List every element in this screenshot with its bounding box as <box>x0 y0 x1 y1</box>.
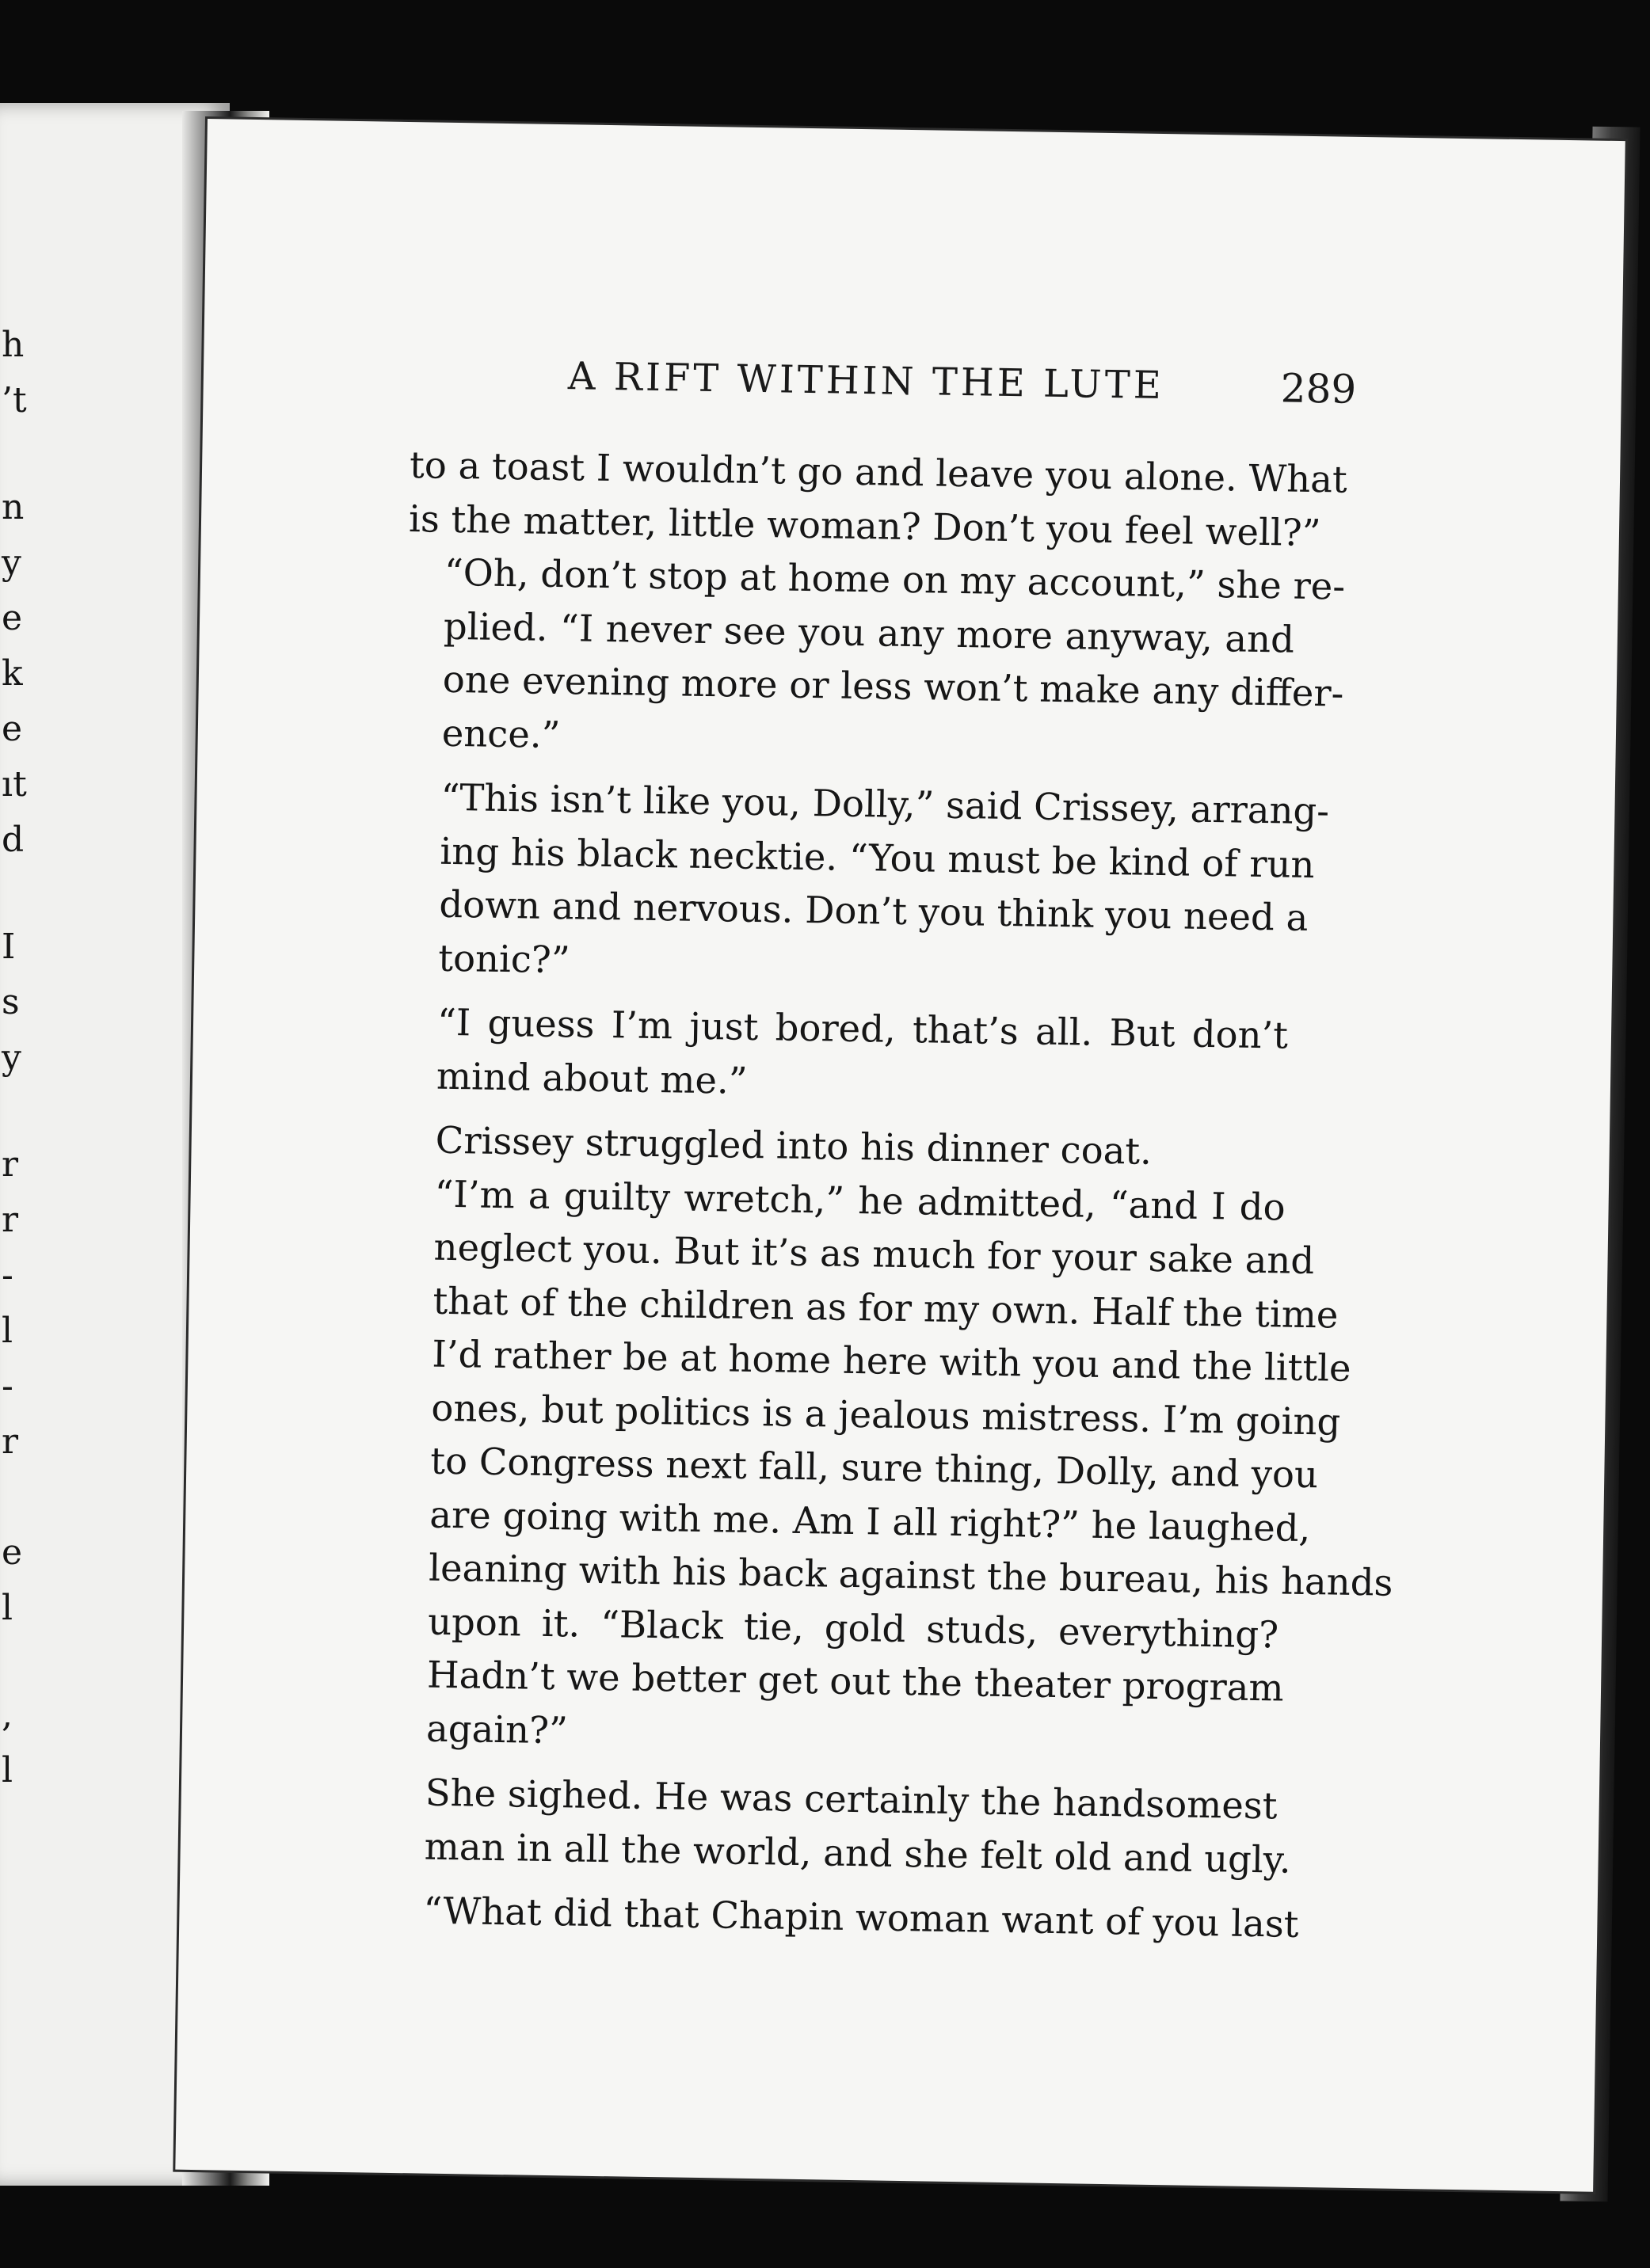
left-page-fragment: k <box>2 653 23 694</box>
left-page-fragment: d <box>2 820 25 860</box>
left-page-fragment: n <box>2 487 25 527</box>
paragraph <box>402 771 1330 999</box>
left-page-fragment: h <box>2 325 25 365</box>
text-line: Hadn’t we better get out the theater program <box>426 1653 1284 1710</box>
text-line: I’d rather be at home here with you and the little <box>432 1332 1351 1390</box>
paragraph <box>408 439 1348 560</box>
text-line: “I guess I’m just bored, that’s all. But don’t <box>436 1000 1289 1057</box>
left-page-fragment: r <box>2 1200 19 1240</box>
paragraph <box>405 546 1346 774</box>
left-page-fragment: y <box>2 542 21 583</box>
left-page-fragment: y <box>2 1037 21 1078</box>
left-page-fragment: - <box>2 1366 13 1406</box>
left-page-fragment: e <box>2 709 23 749</box>
paragraph <box>387 1766 1292 1887</box>
left-page-fragment: - <box>2 1255 13 1296</box>
text-line: She sighed. He was certainly the handsomest <box>425 1771 1278 1828</box>
text-line: “I’m a guilty wretch,” he admitted, “and I do <box>434 1172 1286 1229</box>
left-page-fragment: , <box>2 1695 13 1735</box>
text-line: down and nervous. Don’t you think you need a <box>439 882 1309 939</box>
text-line: to a toast I wouldn’t go and leave you alone. What <box>409 443 1348 501</box>
text-line: leaning with his back against the bureau, his hands <box>428 1546 1393 1604</box>
left-page-fragment: I <box>2 927 16 967</box>
left-page-fragment: e <box>2 1532 23 1573</box>
paragraph <box>400 995 1289 1117</box>
left-page-fragment: ıt <box>2 764 27 805</box>
text-line: one evening more or less won’t make any differ- <box>442 657 1344 715</box>
left-page-fragment: ’t <box>2 380 27 420</box>
text-line: “Oh, don’t stop at home on my account,” she re- <box>444 550 1346 608</box>
text-line: plied. “I never see you any more anyway, and <box>443 604 1295 661</box>
text-line: again?” <box>425 1707 569 1752</box>
left-page-fragment: s <box>2 982 20 1022</box>
left-page-fragment: l <box>2 1750 13 1790</box>
text-line: man in all the world, and she felt old and ugly. <box>424 1825 1292 1882</box>
running-head: A RIFT WITHIN THE LUTE <box>567 354 1165 409</box>
text-line: is the matter, little woman? Don’t you feel well?” <box>408 497 1321 554</box>
text-line: ence.” <box>441 711 561 756</box>
text-line: upon it. “Black tie, gold studs, everything? <box>427 1600 1279 1656</box>
left-page-fragment: l <box>2 1311 13 1351</box>
text-line: ing his black necktie. “You must be kind of run <box>440 829 1315 886</box>
text-line: “This isn’t like you, Dolly,” said Crissey, arrang- <box>440 775 1330 833</box>
text-line: “What did that Chapin woman want of you last <box>423 1889 1299 1946</box>
left-page-fragment: e <box>2 598 23 638</box>
text-line: tonic?” <box>437 936 571 981</box>
text-line: mind about me.” <box>436 1054 748 1102</box>
text-line: neglect you. But it’s as much for your sake and <box>433 1225 1315 1283</box>
text-line: Crissey struggled into his dinner coat. <box>435 1118 1153 1173</box>
text-line: ones, but politics is a jealous mistress. I’m going <box>431 1386 1341 1444</box>
left-page-fragment: r <box>2 1144 19 1185</box>
left-page-fragment: r <box>2 1421 19 1462</box>
paragraph <box>390 1166 1393 1768</box>
page-number: 289 <box>1280 365 1357 413</box>
left-page-fragment: l <box>2 1588 13 1628</box>
text-line: are going with me. Am I all right?” he laughed, <box>429 1493 1311 1550</box>
right-page <box>175 119 1625 2192</box>
text-line: that of the children as for my own. Half the time <box>433 1279 1339 1337</box>
body-text <box>387 439 1393 1951</box>
text-line: to Congress next fall, sure thing, Dolly, and you <box>429 1439 1319 1497</box>
